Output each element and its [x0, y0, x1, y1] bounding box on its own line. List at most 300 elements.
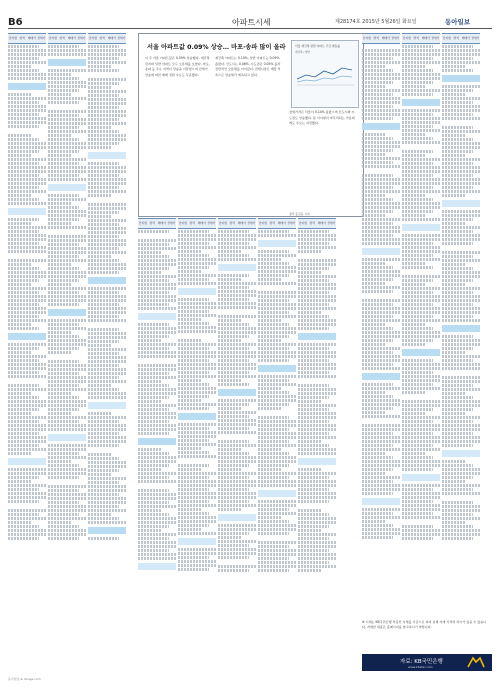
- listing-row: [442, 190, 480, 193]
- listing-row: [298, 283, 336, 286]
- listing-row: [8, 69, 39, 72]
- listing-row: [48, 142, 86, 145]
- listing-row: [178, 395, 209, 398]
- district-band: [88, 277, 126, 284]
- row-gap: [178, 334, 216, 338]
- listing-row: [138, 529, 162, 532]
- listing-row: [298, 424, 336, 427]
- listing-row: [48, 49, 86, 52]
- listing-row: [402, 529, 440, 532]
- listing-row: [178, 242, 209, 245]
- listing-row: [402, 194, 426, 197]
- listing-row: [442, 408, 473, 411]
- listing-row: [258, 375, 296, 378]
- listing-row: [442, 291, 473, 294]
- listing-row: [362, 472, 386, 475]
- listing-row: [88, 489, 126, 492]
- listing-row: [178, 508, 202, 511]
- listing-row: [402, 488, 433, 491]
- listing-row: [442, 93, 466, 96]
- listing-row: [8, 420, 39, 423]
- listing-row: [178, 367, 216, 370]
- listing-row: [402, 444, 433, 447]
- listing-row: [178, 347, 209, 350]
- listing-row: [362, 347, 400, 350]
- listing-row: [88, 49, 126, 52]
- listing-row: [442, 170, 480, 173]
- listing-row: [362, 230, 400, 233]
- listing-row: [178, 234, 216, 237]
- listing-row: [298, 549, 329, 552]
- listing-row: [8, 250, 46, 253]
- listing-row: [402, 311, 440, 314]
- listing-row: [88, 384, 112, 387]
- listing-row: [88, 509, 126, 512]
- listing-row: [442, 315, 473, 318]
- listing-row: [178, 532, 216, 535]
- column-header-label: 면적: [229, 221, 235, 225]
- listing-row: [138, 307, 176, 310]
- listing-row: [88, 319, 126, 322]
- listing-row: [8, 351, 32, 354]
- listing-row: [362, 198, 393, 201]
- listing-row: [138, 247, 176, 250]
- listing-row: [402, 65, 426, 68]
- listing-row: [88, 223, 119, 226]
- listing-row: [362, 141, 400, 144]
- listing-row: [258, 532, 289, 535]
- listing-row: [138, 533, 176, 536]
- listing-row: [402, 206, 440, 209]
- listing-row: [8, 271, 46, 274]
- listing-row: [402, 158, 440, 161]
- listing-row: [442, 432, 473, 435]
- column-header: [178, 218, 216, 229]
- listing-row: [402, 375, 440, 378]
- listing-row: [362, 432, 393, 435]
- district-band: [362, 248, 400, 255]
- listing-row: [298, 396, 329, 399]
- listing-row: [48, 513, 79, 516]
- listing-row: [48, 158, 86, 161]
- listing-row: [138, 275, 176, 278]
- listing-row: [138, 493, 176, 496]
- listing-row: [48, 222, 72, 225]
- listing-column-10: [402, 33, 440, 649]
- listing-row: [138, 513, 169, 516]
- listing-row: [442, 367, 480, 370]
- listing-row: [138, 472, 176, 475]
- listing-row: [442, 61, 480, 64]
- listing-row: [88, 340, 119, 343]
- listing-row: [442, 537, 473, 540]
- listing-row: [362, 307, 400, 310]
- listing-row: [362, 303, 393, 306]
- listing-row: [8, 408, 39, 411]
- listing-row: [218, 339, 242, 342]
- listing-row: [258, 456, 296, 459]
- row-gap: [138, 359, 176, 363]
- listing-row: [298, 384, 329, 387]
- listing-row: [258, 359, 289, 362]
- listing-row: [48, 114, 79, 117]
- listing-row: [8, 371, 39, 374]
- listing-row: [402, 266, 433, 269]
- listing-row: [258, 403, 289, 406]
- listing-row: [402, 283, 426, 286]
- listing-row: [402, 327, 433, 330]
- listing-row: [362, 93, 393, 96]
- listing-row: [362, 339, 393, 342]
- listing-row: [218, 544, 249, 547]
- listing-row: [48, 251, 86, 254]
- district-band: [298, 333, 336, 340]
- row-gap: [258, 286, 296, 290]
- listing-row: [178, 568, 209, 571]
- listing-row: [258, 420, 296, 423]
- listing-row: [88, 477, 126, 480]
- row-gap: [138, 234, 176, 238]
- listing-row: [258, 476, 289, 479]
- listing-row: [442, 259, 480, 262]
- listing-column-3: [88, 33, 126, 649]
- listing-row: [362, 367, 400, 370]
- listing-row: [218, 431, 256, 434]
- listing-row: [442, 420, 473, 423]
- listing-row: [402, 246, 440, 249]
- listing-row: [88, 186, 119, 189]
- listing-row: [88, 194, 112, 197]
- listing-row: [88, 348, 126, 351]
- listing-row: [258, 307, 296, 310]
- listing-row: [298, 440, 322, 443]
- listing-row: [8, 97, 46, 100]
- listing-row: [8, 303, 39, 306]
- listing-row: [218, 532, 249, 535]
- listing-row: [88, 98, 126, 101]
- listing-row: [258, 391, 289, 394]
- column-header: [48, 33, 86, 44]
- listing-row: [138, 335, 169, 338]
- listing-row: [298, 299, 336, 302]
- listing-row: [88, 307, 126, 310]
- listing-row: [138, 283, 176, 286]
- column-header-label: 매매가: [107, 36, 116, 40]
- listing-row: [442, 267, 473, 270]
- listing-column-1: [8, 33, 46, 649]
- listing-row: [258, 299, 289, 302]
- listing-row: [402, 279, 433, 282]
- listing-row: [8, 113, 39, 116]
- listing-row: [8, 73, 46, 76]
- listing-row: [442, 263, 466, 266]
- listing-row: [258, 416, 289, 419]
- row-gap: [258, 411, 296, 415]
- listing-column-4: [138, 218, 176, 649]
- listing-row: [298, 408, 329, 411]
- listing-row: [48, 327, 86, 330]
- listing-row: [362, 190, 400, 193]
- listing-row: [8, 295, 46, 298]
- row-gap: [8, 504, 46, 508]
- listing-row: [218, 452, 249, 455]
- listing-row: [8, 355, 46, 358]
- listing-row: [362, 355, 400, 358]
- listing-row: [362, 323, 386, 326]
- listing-row: [442, 339, 480, 342]
- district-band: [88, 527, 126, 534]
- listing-row: [402, 93, 433, 96]
- listing-row: [178, 326, 216, 329]
- listing-row: [178, 484, 216, 487]
- listing-row: [402, 412, 426, 415]
- listing-row: [138, 489, 169, 492]
- listing-row: [8, 452, 32, 455]
- listing-row: [362, 182, 400, 185]
- listing-row: [48, 154, 72, 157]
- listing-row: [178, 496, 216, 499]
- listing-row: [298, 400, 322, 403]
- listing-row: [218, 464, 249, 467]
- listing-row: [138, 351, 176, 354]
- listing-row: [362, 484, 400, 487]
- listing-row: [88, 461, 126, 464]
- listing-row: [362, 476, 400, 479]
- listing-row: [88, 517, 119, 520]
- listing-row: [298, 259, 336, 262]
- listing-row: [258, 254, 296, 257]
- listing-row: [442, 226, 480, 229]
- listing-row: [218, 488, 249, 491]
- row-gap: [48, 105, 86, 109]
- listing-row: [442, 412, 466, 415]
- listing-row: [88, 453, 112, 456]
- listing-row: [362, 194, 386, 197]
- listing-row: [362, 157, 400, 160]
- listing-row: [88, 239, 126, 242]
- listing-row: [298, 295, 336, 298]
- listing-row: [402, 178, 440, 181]
- listing-row: [442, 505, 480, 508]
- column-header-label: 전세가: [167, 221, 176, 225]
- listing-row: [88, 485, 126, 488]
- listing-row: [48, 388, 86, 391]
- listing-row: [298, 367, 336, 370]
- listing-row: [218, 254, 249, 257]
- listing-row: [362, 202, 400, 205]
- listing-row: [218, 536, 242, 539]
- column-header-label: 전세가: [207, 221, 216, 225]
- listing-row: [8, 101, 39, 104]
- listing-row: [178, 383, 209, 386]
- listing-row: [442, 186, 473, 189]
- listing-row: [218, 290, 256, 293]
- listing-row: [298, 238, 336, 241]
- listing-row: [218, 411, 256, 414]
- column-header-label: 매매가: [421, 36, 430, 40]
- listing-row: [442, 480, 466, 483]
- listing-row: [258, 472, 296, 475]
- listing-row: [362, 206, 400, 209]
- listing-row: [138, 239, 176, 242]
- listing-row: [138, 364, 176, 367]
- listing-row: [88, 328, 119, 331]
- listing-row: [178, 238, 216, 241]
- listing-row: [8, 150, 39, 153]
- listing-row: [442, 388, 480, 391]
- column-header-label: 단지명: [178, 221, 187, 225]
- listing-row: [442, 517, 480, 520]
- listing-row: [442, 351, 466, 354]
- listing-row: [402, 408, 433, 411]
- listing-row: [362, 61, 400, 64]
- listing-row: [138, 497, 176, 500]
- listing-row: [442, 501, 473, 504]
- listing-row: [178, 500, 209, 503]
- listing-row: [362, 153, 386, 156]
- listing-row: [362, 403, 400, 406]
- listing-row: [88, 255, 112, 258]
- listing-row: [8, 484, 46, 487]
- listing-row: [442, 533, 480, 536]
- listing-row: [48, 335, 79, 338]
- listing-row: [178, 318, 202, 321]
- listing-row: [138, 456, 176, 459]
- article-signature: 정리 홍길동 기자: [289, 212, 310, 216]
- listing-row: [402, 49, 440, 52]
- listing-row: [258, 528, 296, 531]
- listing-row: [8, 323, 32, 326]
- column-header-label: 매매가: [461, 36, 470, 40]
- listing-row: [88, 82, 119, 85]
- listing-row: [178, 480, 216, 483]
- listing-row: [48, 529, 86, 532]
- listing-row: [442, 194, 466, 197]
- listing-row: [178, 451, 209, 454]
- listing-row: [178, 524, 209, 527]
- listing-row: [258, 520, 289, 523]
- listing-row: [362, 81, 393, 84]
- listing-row: [48, 460, 72, 463]
- listing-row: [48, 428, 86, 431]
- listing-row: [8, 347, 39, 350]
- listing-row: [402, 218, 440, 221]
- listing-row: [218, 238, 256, 241]
- listing-row: [138, 553, 176, 556]
- listing-row: [48, 452, 79, 455]
- listing-row: [8, 537, 39, 540]
- listing-row: [138, 347, 169, 350]
- column-header-label: 전세가: [117, 36, 126, 40]
- listing-row: [298, 388, 336, 391]
- listing-row: [362, 315, 393, 318]
- listing-row: [402, 391, 426, 394]
- article-headline: 서울 아파트값 0.09% 상승… 마포·송파 많이 올라: [147, 44, 286, 51]
- listing-row: [442, 49, 480, 52]
- listing-row: [48, 384, 79, 387]
- listing-row: [218, 282, 256, 285]
- listing-row: [442, 444, 473, 447]
- listing-row: [138, 509, 162, 512]
- listing-row: [402, 452, 426, 455]
- listing-row: [442, 384, 473, 387]
- listing-row: [138, 460, 176, 463]
- listing-row: [88, 537, 119, 540]
- listing-row: [442, 283, 466, 286]
- row-gap: [88, 198, 126, 202]
- listing-row: [48, 404, 86, 407]
- listing-row: [362, 464, 400, 467]
- listing-row: [8, 327, 39, 330]
- listing-row: [88, 130, 119, 133]
- listing-row: [178, 266, 209, 269]
- listing-row: [442, 210, 480, 213]
- listing-row: [442, 468, 480, 471]
- listing-row: [8, 267, 39, 270]
- listing-row: [298, 448, 336, 451]
- district-band: [402, 349, 440, 356]
- listing-row: [48, 194, 79, 197]
- listing-row: [362, 351, 393, 354]
- listing-row: [362, 444, 393, 447]
- listing-row: [298, 509, 322, 512]
- listing-row: [48, 319, 86, 322]
- listing-row: [218, 480, 256, 483]
- row-gap: [218, 560, 256, 564]
- listing-row: [258, 355, 296, 358]
- listing-row: [402, 525, 433, 528]
- listing-row: [138, 339, 162, 342]
- listing-row: [138, 432, 169, 435]
- listing-row: [218, 347, 249, 350]
- listing-row: [402, 371, 433, 374]
- column-header: [88, 33, 126, 44]
- listing-row: [362, 186, 393, 189]
- listing-row: [362, 49, 400, 52]
- listing-row: [8, 496, 46, 499]
- listing-row: [298, 404, 336, 407]
- listing-row: [362, 278, 393, 281]
- listing-row: [8, 476, 39, 479]
- listing-row: [88, 78, 126, 81]
- listing-row: [442, 436, 480, 439]
- listing-row: [48, 279, 79, 282]
- listing-row: [442, 335, 473, 338]
- column-header-label: 면적: [19, 36, 25, 40]
- column-header-label: 매매가: [277, 221, 286, 225]
- listing-row: [8, 142, 46, 145]
- listing-row: [88, 142, 119, 145]
- listing-row: [138, 380, 162, 383]
- listing-row: [442, 105, 480, 108]
- listing-row: [218, 327, 256, 330]
- listing-row: [402, 323, 426, 326]
- column-header: [362, 33, 400, 44]
- listing-row: [8, 279, 39, 282]
- listing-row: [218, 379, 242, 382]
- listing-row: [442, 242, 473, 245]
- district-band: [48, 309, 86, 316]
- listing-row: [48, 364, 86, 367]
- listing-row: [88, 465, 126, 468]
- listing-row: [258, 407, 282, 410]
- listing-column-6: [218, 218, 256, 649]
- listing-row: [442, 295, 480, 298]
- listing-row: [178, 246, 216, 249]
- listing-row: [178, 282, 216, 285]
- listing-row: [362, 488, 400, 491]
- listing-row: [88, 207, 126, 210]
